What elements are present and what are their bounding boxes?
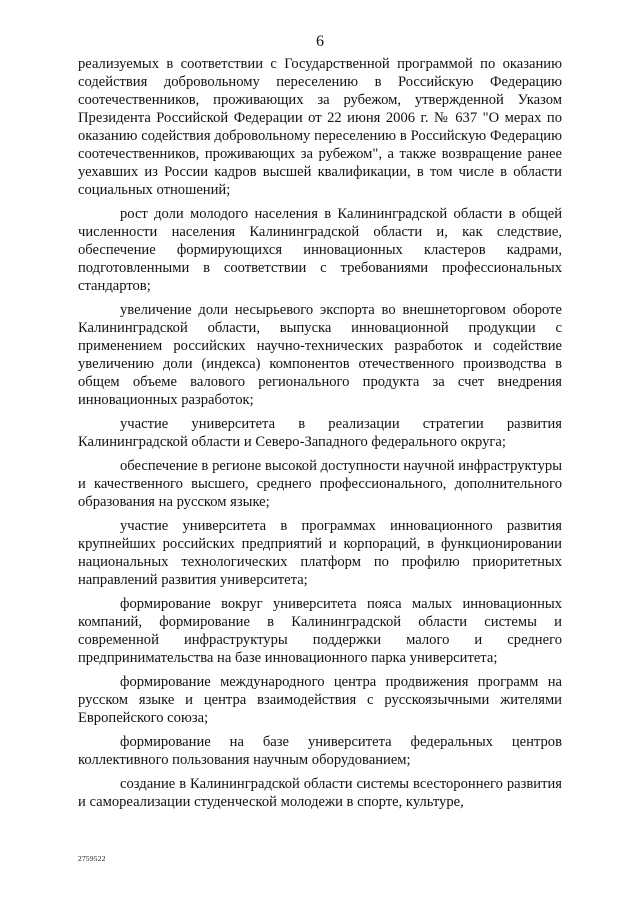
document-code: 2759522 <box>78 854 106 863</box>
paragraph: увеличение доли несырьевого экспорта во внешнеторговом обороте Калининградской области, выпуска инновационной продукции с применением российских научно-технических разработок и содействие увеличению доли (индекса) компонентов отечественного производства в общем объеме валового регионального продукта за счет внедрения инновационных разработок; <box>78 302 562 408</box>
paragraph: участие университета в реализации стратегии развития Калининградской области и Северо-Западного федерального округа; <box>78 416 562 450</box>
paragraph: обеспечение в регионе высокой доступности научной инфраструктуры и качественного высшего, среднего профессионального, дополнительного образования на русском языке; <box>78 458 562 510</box>
paragraph: формирование вокруг университета пояса малых инновационных компаний, формирование в Калининградской области системы и современной инфраструктуры поддержки малого и среднего предпринимательства на базе инновационного парка университета; <box>78 596 562 666</box>
paragraph: реализуемых в соответствии с Государственной программой по оказанию содействия добровольному переселению в Российскую Федерацию соотечественников, проживающих за рубежом, утвержденной Указом Президента Российской Федерации от 22 июня 2006 г. № 637 "О мерах по оказанию содействия добровольному переселению в Российскую Федерацию соотечественников, проживающих за рубежом", а также возвращение ранее уехавших из России кадров высшей квалификации, в том числе в области социальных отношений; <box>78 56 562 198</box>
paragraph: участие университета в программах инновационного развития крупнейших российских предприятий и корпораций, в функционировании национальных технологических платформ по профилю приоритетных направлений развития университета; <box>78 518 562 588</box>
page-number: 6 <box>316 33 324 50</box>
paragraph: создание в Калининградской области системы всестороннего развития и самореализации студенческой молодежи в спорте, культуре, <box>78 776 562 810</box>
paragraph: формирование на базе университета федеральных центров коллективного пользования научным оборудованием; <box>78 734 562 768</box>
document-body <box>78 55 562 817</box>
paragraph: рост доли молодого населения в Калининградской области в общей численности населения Калининградской области и, как следствие, обеспечение формирующихся инновационных кластеров кадрами, подготовленными в соответствии с требованиями профессиональных стандартов; <box>78 206 562 294</box>
paragraph: формирование международного центра продвижения программ на русском языке и центра взаимодействия с русскоязычными жителями Европейского союза; <box>78 674 562 726</box>
